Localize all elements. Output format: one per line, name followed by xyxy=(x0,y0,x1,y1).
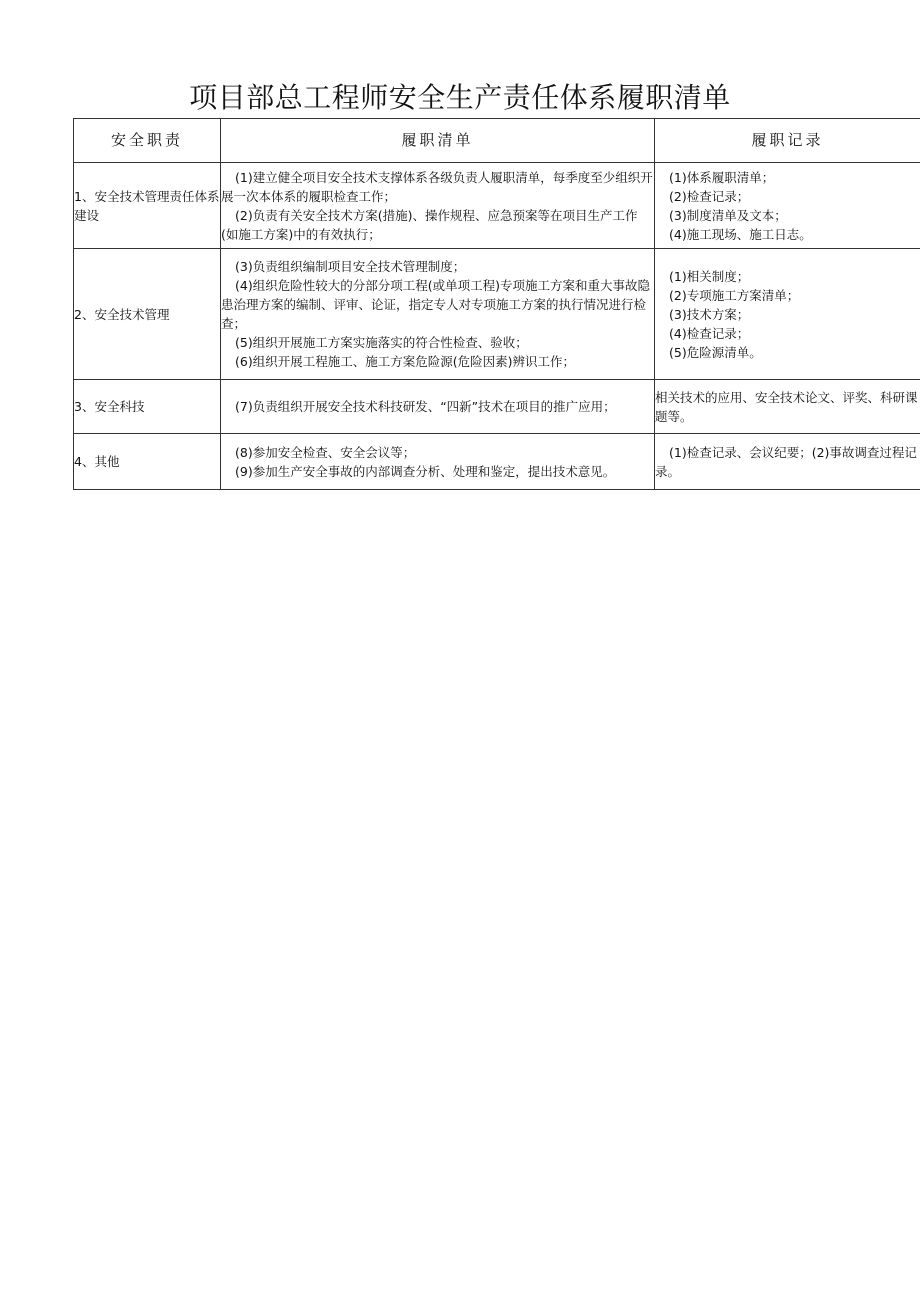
record-item: (2)检查记录； xyxy=(669,188,750,204)
record-item: (1)体系履职清单； xyxy=(669,169,775,185)
row-category: 4、其他 xyxy=(74,434,221,490)
header-responsibility: 安全职责 xyxy=(74,119,221,163)
page-title: 项目部总工程师安全生产责任体系履职清单 xyxy=(189,81,731,114)
duty-item: (7)负责组织开展安全技术科技研发、“四新”技术在项目的推广应用； xyxy=(235,399,616,414)
row-duty-items xyxy=(221,380,655,434)
row-records xyxy=(655,380,920,434)
row-category: 2、安全技术管理 xyxy=(74,249,221,380)
record-item: (2)专项施工方案清单； xyxy=(669,287,800,303)
row-records xyxy=(655,249,920,380)
row-duty-items xyxy=(221,163,655,249)
duty-table xyxy=(73,118,920,490)
header-duty-record: 履职记录 xyxy=(655,119,920,163)
row-category: 1、安全技术管理责任体系建设 xyxy=(74,163,221,249)
record-item: (1)检查记录、会议纪要；(2)事故调查过程记录。 xyxy=(655,444,917,479)
table-row xyxy=(74,380,920,434)
record-item: (4)检查记录； xyxy=(669,325,750,341)
row-duty-items xyxy=(221,434,655,490)
table-row xyxy=(74,163,920,249)
duty-item: (9)参加生产安全事故的内部调查分析、处理和鉴定，提出技术意见。 xyxy=(235,463,616,479)
duty-item: (2)负责有关安全技术方案(措施)、操作规程、应急预案等在项目生产工作(如施工方案)中的有效执行； xyxy=(221,207,638,242)
table-header-row xyxy=(74,119,920,163)
duty-item: (8)参加安全检查、安全会议等； xyxy=(235,444,416,460)
record-item: (3)技术方案； xyxy=(669,306,750,322)
header-duty-list: 履职清单 xyxy=(221,119,655,163)
duty-item: (6)组织开展工程施工、施工方案危险源(危险因素)辨识工作； xyxy=(235,354,575,369)
row-duty-items xyxy=(221,249,655,380)
record-item: (1)相关制度； xyxy=(669,268,750,284)
record-item: 相关技术的应用、安全技术论文、评奖、科研课题等。 xyxy=(655,389,918,424)
row-category: 3、安全科技 xyxy=(74,380,221,434)
duty-item: (3)负责组织编制项目安全技术管理制度； xyxy=(235,259,466,274)
record-item: (5)危险源清单。 xyxy=(669,344,762,360)
duty-item: (4)组织危险性较大的分部分项工程(或单项工程)专项施工方案和重大事故隐患治理方案的编制、评审、论证，指定专人对专项施工方案的执行情况进行检查； xyxy=(221,278,650,331)
duty-item: (5)组织开展施工方案实施落实的符合性检查、验收； xyxy=(235,335,528,350)
record-item: (3)制度清单及文本； xyxy=(669,207,787,223)
row-records xyxy=(655,434,920,490)
row-records xyxy=(655,163,920,249)
table-row xyxy=(74,249,920,380)
table-row xyxy=(74,434,920,490)
record-item: (4)施工现场、施工日志。 xyxy=(669,226,812,242)
duty-item: (1)建立健全项目安全技术支撑体系各级负责人履职清单，每季度至少组织开展一次本体系的履职检查工作； xyxy=(221,169,653,204)
